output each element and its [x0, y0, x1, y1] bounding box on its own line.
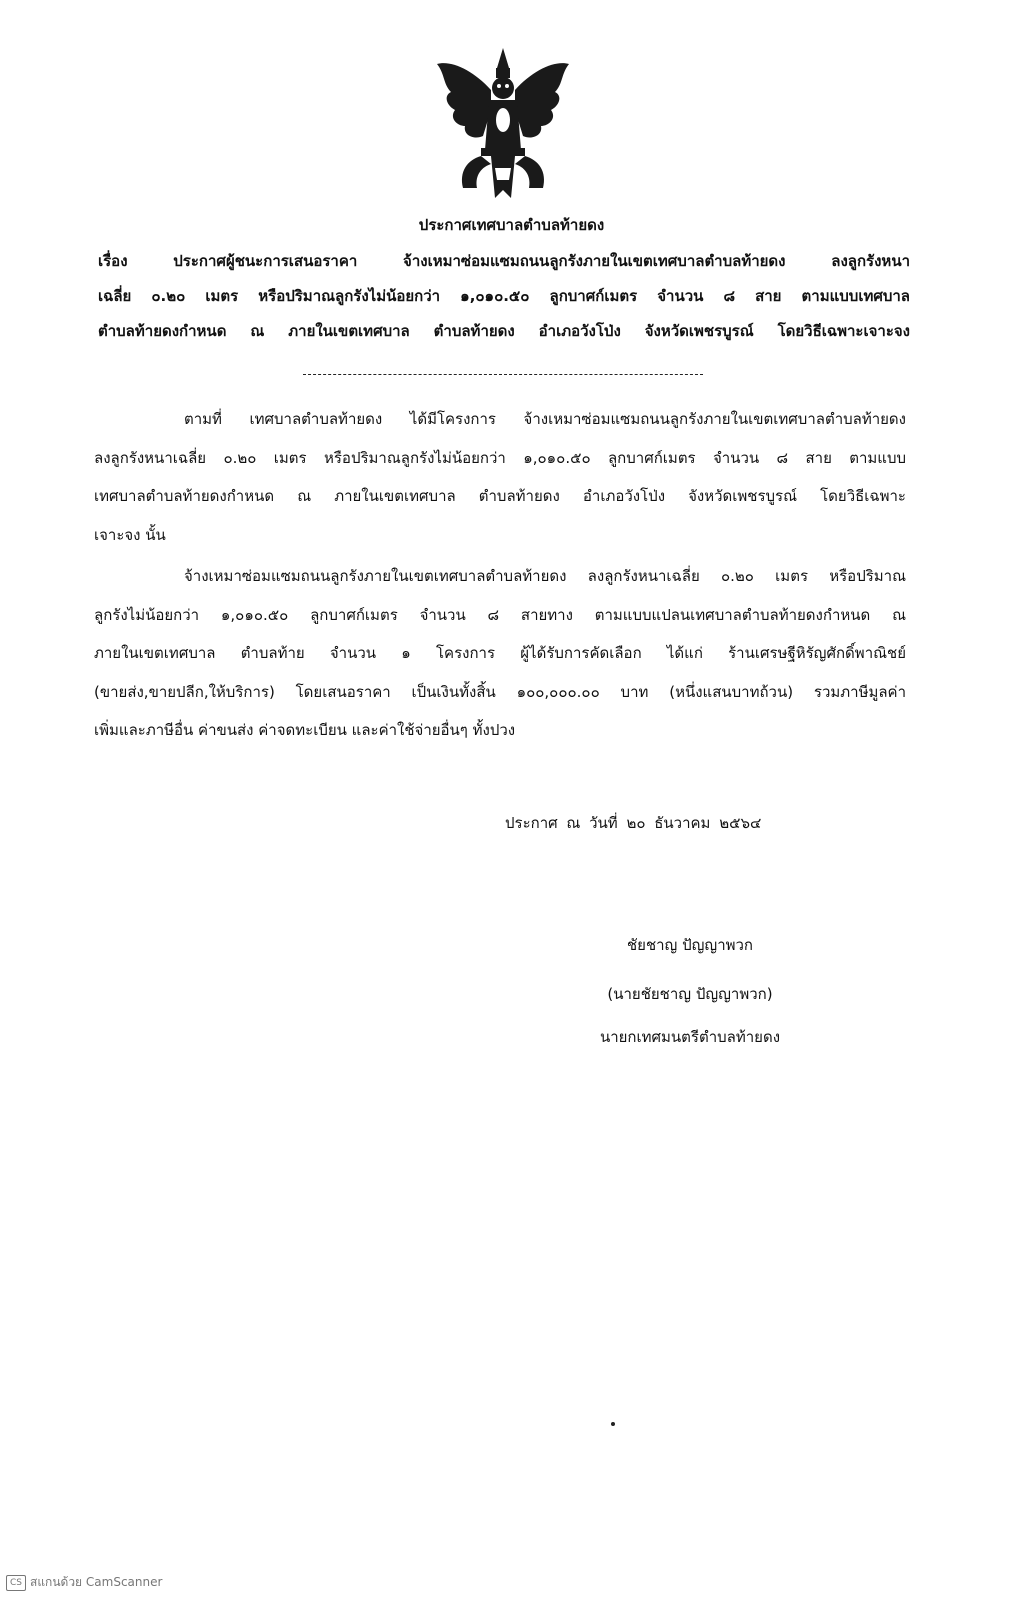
garuda-emblem [433, 40, 573, 205]
announcement-date: ประกาศ ณ วันที่ ๒๐ ธันวาคม ๒๕๖๔ [505, 814, 762, 832]
paragraph-line: (ขายส่ง,ขายปลีก,ให้บริการ) โดยเสนอราคา เป็นเงินทั้งสิ้น ๑๐๐,๐๐๐.๐๐ บาท (หนึ่งแสนบาทถ้วน) รวมภาษีมูลค่า [94, 682, 906, 701]
paragraph-announcement [94, 400, 906, 554]
signatory-position: นายกเทศมนตรีตำบลท้ายดง [599, 1028, 781, 1046]
watermark-text: สแกนด้วย CamScanner [30, 1575, 163, 1589]
paragraph-line: เจาะจง นั้น [94, 525, 166, 544]
signature-name: ชัยชาญ ปัญญาพวก [626, 936, 754, 954]
paragraph-line: เทศบาลตำบลท้ายดงกำหนด ณ ภายในเขตเทศบาล ตำบลท้ายดง อำเภอวังโป่ง จังหวัดเพชรบูรณ์ โดยวิธีเฉพาะ [94, 487, 906, 505]
scan-speck [611, 1422, 615, 1426]
document-subject [98, 244, 910, 349]
paragraph-line: เพิ่มและภาษีอื่น ค่าขนส่ง ค่าจดทะเบียน และค่าใช้จ่ายอื่นๆ ทั้งปวง [94, 721, 516, 739]
subject-line: ตำบลท้ายดงกำหนด ณ ภายในเขตเทศบาล ตำบลท้ายดง อำเภอวังโป่ง จังหวัดเพชรบูรณ์ โดยวิธีเฉพาะเจาะจง [98, 322, 910, 340]
camscanner-icon: CS [6, 1575, 26, 1591]
subject-line: เฉลี่ย ๐.๒๐ เมตร หรือปริมาณลูกรังไม่น้อยกว่า ๑,๐๑๐.๕๐ ลูกบาศก์เมตร จำนวน ๘ สาย ตามแบบเทศบาล [98, 287, 910, 305]
paragraph-line: ภายในเขตเทศบาล ตำบลท้าย จำนวน ๑ โครงการ ผู้ได้รับการคัดเลือก ได้แก่ ร้านเศรษฐีหิรัญศักดิ์พาณิชย์ [94, 644, 906, 662]
paragraph-line: จ้างเหมาซ่อมแซมถนนลูกรังภายในเขตเทศบาลตำบลท้ายดง ลงลูกรังหนาเฉลี่ย ๐.๒๐ เมตร หรือปริมาณ [184, 567, 906, 585]
signatory-printed-name: (นายชัยชาญ ปัญญาพวก) [607, 985, 773, 1003]
paragraph-line: ลูกรังไม่น้อยกว่า ๑,๐๑๐.๕๐ ลูกบาศก์เมตร จำนวน ๘ สายทาง ตามแบบแปลนเทศบาลตำบลท้ายดงกำหนด ณ [94, 605, 906, 624]
paragraph-line: ลงลูกรังหนาเฉลี่ย ๐.๒๐ เมตร หรือปริมาณลูกรังไม่น้อยกว่า ๑,๐๑๐.๕๐ ลูกบาศก์เมตร จำนวน ๘ สาย ตามแบบ [94, 448, 906, 467]
document-title: ประกาศเทศบาลตำบลท้ายดง [418, 216, 605, 234]
paragraph-line: ตามที่ เทศบาลตำบลท้ายดง ได้มีโครงการ จ้างเหมาซ่อมแซมถนนลูกรังภายในเขตเทศบาลตำบลท้ายดง [184, 410, 906, 428]
scanner-watermark [6, 1573, 162, 1592]
subject-line: เรื่อง ประกาศผู้ชนะการเสนอราคา จ้างเหมาซ่อมแซมถนนลูกรังภายในเขตเทศบาลตำบลท้ายดง ลงลูกรังหนา [98, 252, 910, 270]
section-divider [303, 374, 703, 375]
paragraph-winner [94, 557, 906, 750]
